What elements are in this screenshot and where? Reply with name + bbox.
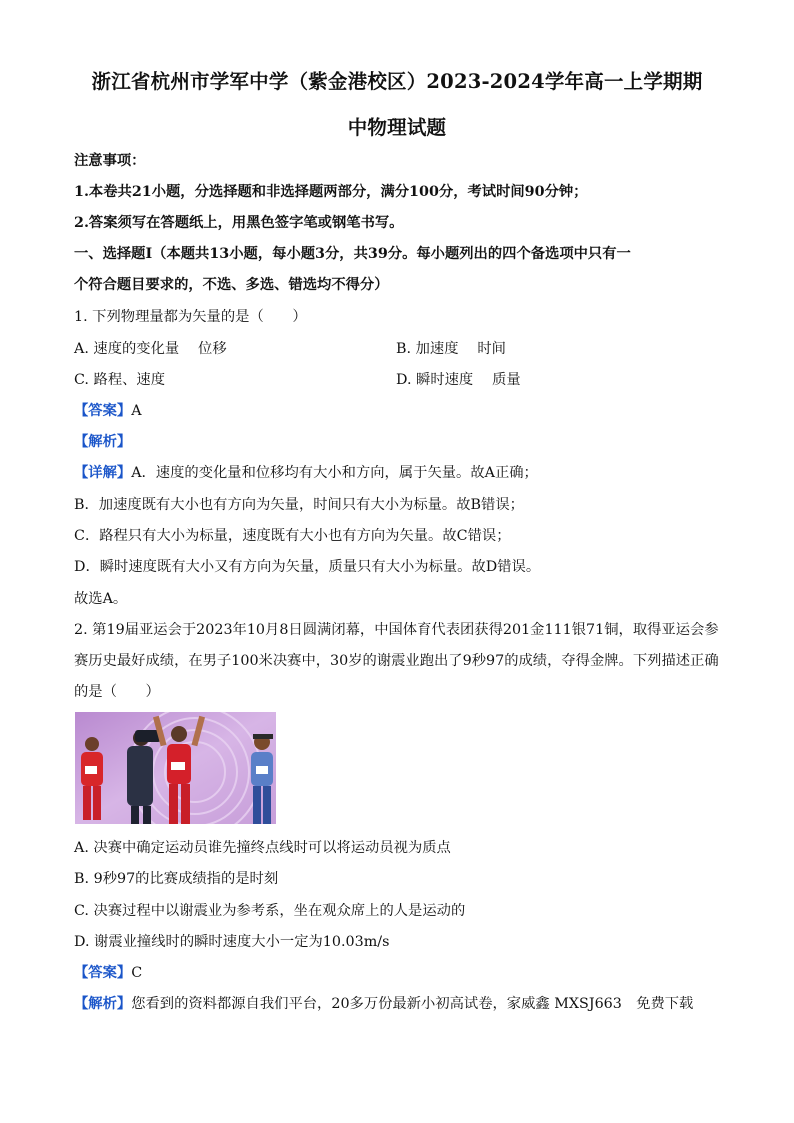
answer-value: A [131,403,142,419]
detail-text: A．速度的变化量和位移均有大小和方向，属于矢量。故A正确； [131,465,538,481]
notice-item-2: 2.答案须写在答题纸上，用黑色签字笔或钢笔书写。 [74,215,404,231]
q2-stem-line1: 2. 第19届亚运会于2023年10月8日圆满闭幕，中国体育代表团获得201金111银71铜，取得亚运会参 [74,622,719,638]
q1-option-b: B. 加速度 时间 [396,341,506,357]
q2-analysis [74,993,693,1013]
section-heading-line2: 个符合题目要求的，不选、多选、错选均不得分） [74,277,389,293]
answer-value: C [131,965,143,981]
race-photo [75,712,276,824]
page-title-line2: 中物理试题 [347,116,447,139]
q1-option-c: C. 路程、速度 [74,372,166,388]
section-heading-line1: 一、选择题Ⅰ（本题共13小题，每小题3分，共39分。每小题列出的四个备选项中只有一 [74,246,631,262]
q2-option-d: D. 谢震业撞线时的瞬时速度大小一定为10.03m/s [74,934,390,950]
answer-tag: 【答案】 [74,965,132,981]
analysis-tag: 【解析】 [74,996,132,1012]
q2-answer [74,962,142,982]
q2-stem-line3: 的是（ ） [74,684,160,700]
q1-detail-4: D．瞬时速度既有大小又有方向为矢量，质量只有大小为标量。故D错误。 [74,559,541,575]
page-title-line1: 浙江省杭州市学军中学（紫金港校区）2023-2024学年高一上学期期 [91,70,703,93]
q2-option-c: C. 决赛过程中以谢震业为参考系，坐在观众席上的人是运动的 [74,903,466,919]
q1-detail-2: B．加速度既有大小也有方向为矢量，时间只有大小为标量。故B错误； [74,497,524,513]
notice-item-1: 1.本卷共21小题，分选择题和非选择题两部分，满分100分，考试时间90分钟； [74,184,588,200]
answer-tag: 【答案】 [74,403,132,419]
q1-detail-1 [74,462,538,482]
q1-conclusion: 故选A。 [74,591,128,607]
q2-option-a: A. 决赛中确定运动员谁先撞终点线时可以将运动员视为质点 [74,840,451,856]
q1-detail-3: C．路程只有大小为标量，速度既有大小也有方向为矢量。故C错误； [74,528,511,544]
footer-notice: 您看到的资料都源自我们平台，20多万份最新小初高试卷，家威鑫 MXSJ663 免费下载 [131,996,694,1012]
q1-option-d: D. 瞬时速度 质量 [396,372,521,388]
q1-analysis [74,431,131,451]
notice-heading: 注意事项： [74,153,146,169]
q1-stem: 1. 下列物理量都为矢量的是（ ） [74,309,307,325]
q1-option-a: A. 速度的变化量 位移 [74,341,227,357]
detail-tag: 【详解】 [74,465,132,481]
q1-answer [74,400,142,420]
q2-option-b: B. 9秒97的比赛成绩指的是时刻 [74,871,279,887]
analysis-tag: 【解析】 [74,434,132,450]
q2-stem-line2: 赛历史最好成绩，在男子100米决赛中，30岁的谢震业跑出了9秒97的成绩，夺得金牌。下列描述正确 [74,653,719,669]
